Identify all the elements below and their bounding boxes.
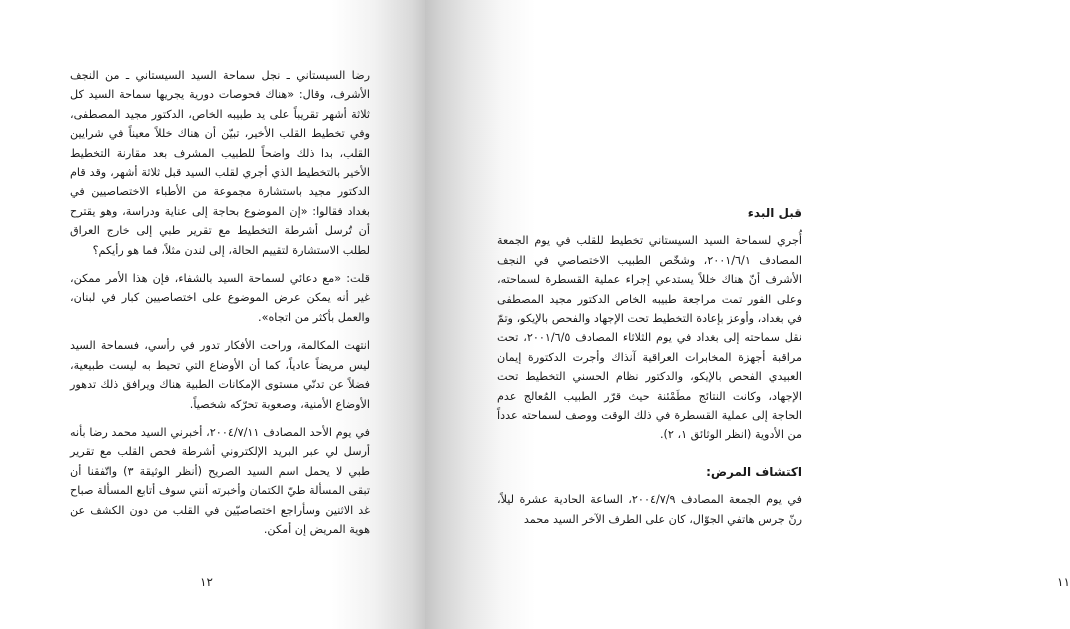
right-page-text	[497, 204, 802, 538]
right-page	[425, 0, 1070, 629]
paragraph: قلت: «مع دعائي لسماحة السيد بالشفاء، فإن هذا الأمر ممكن، غير أنه يمكن عرض الموضوع على اختصاصيين كبار في لبنان، والعمل بأكثر من اتجاه».	[70, 272, 370, 324]
left-page	[0, 0, 425, 629]
paragraph: أُجري لسماحة السيد السيستاني تخطيط للقلب في يوم الجمعة المصادف ٢٠٠١/٦/١، وشخّص الطبيب الاختصاصي في النجف الأشرف أنّ هناك خللاً يستدعي إجراء عملية القسطرة لسماحته، وعلى الفور تمت مراجعة طبيبه الخاص الدكتور مجيد المصطفى في بغداد، وأوعز بإعادة التخطيط تحت الإجهاد والفحص بالإيكو، وتمّ نقل سماحته إلى بغداد في يوم الثلاثاء المصادف ٢٠٠١/٦/٥، تحت مراقبة أجهزة المخابرات العراقية آنذاك وأجرت الدكتورة إيمان العبيدي الفحص بالإيكو، والدكتور نظام الحسني التخطيط تحت الإجهاد، وكانت النتائج مطَمْئنة حيث قرّر الطبيب المُعالج عدم الحاجة إلى عملية القسطرة في ذلك الوقت ووصف لسماحته عدداً من الأدوية (انظر الوثائق ١، ٢).	[497, 234, 802, 442]
left-page-text	[70, 66, 370, 548]
page-number: ١٢	[200, 575, 213, 589]
paragraph: انتهت المكالمة، وراحت الأفكار تدور في رأسي، فسماحة السيد ليس مريضاً عادياً، كما أن الأوضاع التي تحيط به ليست طبيعية، فضلاً عن تدنّي مستوى الإمكانات الطبية هناك ويرافق ذلك تدهور الأوضاع الأمنية، وصعوبة تحرّكه شخصياً.	[70, 339, 370, 411]
section-heading: اكتشاف المرض:	[706, 464, 802, 479]
paragraph: رضا السيستاني ـ نجل سماحة السيد السيستاني ـ من النجف الأشرف، وقال: «هناك فحوصات دورية يجريها سماحة السيد كل ثلاثة أشهر تقريباً على يد طبيبه الخاص، الدكتور مجيد المصطفى، وفي تخطيط القلب الأخير، تبيّن أن هناك خللاً معيناً في شرايين القلب، بدا ذلك واضحاً للطبيب المشرف بعد مقارنة التخطيط الأخير بالتخطيط الذي أجري لقلب السيد قبل ثلاثة أشهر، وقد قام الدكتور مجيد باستشارة مجموعة من الأطباء الاختصاصيين في بغداد فقالوا: «إن الموضوع بحاجة إلى عناية ودراسة، وهو يقترح أن تُرسل أشرطة التخطيط مع تقرير طبي إلى خارج العراق لطلب الاستشارة لتقييم الحالة، إلى لندن مثلاً، فما هو رأيكم؟	[70, 69, 370, 257]
paragraph: في يوم الجمعة المصادف ٢٠٠٤/٧/٩، الساعة الحادية عشرة ليلاً، رنّ جرس هاتفي الجوّال، كان على الطرف الآخر السيد محمد	[497, 493, 803, 526]
section-heading: قبل البدء	[747, 206, 802, 220]
page-number: ١١	[1057, 575, 1070, 589]
paragraph: في يوم الأحد المصادف ٢٠٠٤/٧/١١، أخبرني السيد محمد رضا بأنه أرسل لي عبر البريد الإلكتروني أشرطة فحص القلب مع تقرير طبي لا يحمل اسم السيد الصريح (أنظر الوثيقة ٣) واتّفقنا أن تبقى المسألة طيّ الكتمان وأخبرته أنني سوف أتابع المسألة صباح غد الاثنين وسأراجع اختصاصيّين في القلب من دون الكشف عن هوية المريض إن أمكن.	[70, 425, 370, 536]
